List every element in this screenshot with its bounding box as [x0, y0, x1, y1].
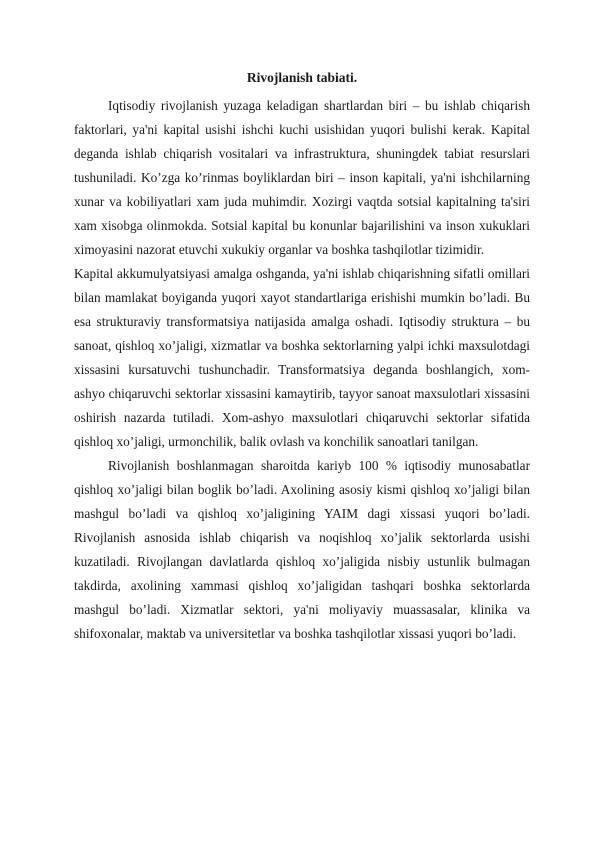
paragraph-capital-accumulation: Kapital akkumulyatsiyasi amalga oshganda, ya'ni ishlab chiqarishning sifatli omillari bilan mamlakat boyiganda yuqori xayot standartlariga erishishi mumkin bo’ladi. Bu esa strukturaviy transformatsiya natijasida amalga oshadi. Iqtisodiy struktura – bu sanoat, qishloq xo’jaligi, xizmatlar va boshka sektorlarning yalpi ichki maxsulotdagi xissasini kursatuvchi tushunchadir. Transformatsiya deganda boshlangich, xom-ashyo chiqaruvchi sektorlar xissasini kamaytirib, tayyor sanoat maxsulotlari xissasini oshirish nazarda tutiladi. Xom-ashyo maxsulotlari chiqaruvchi sektorlar sifatida qishloq xo’jaligi, urmonchilik, balik ovlash va konchilik sanoatlari tanilgan.: [74, 266, 530, 449]
paragraph-agriculture-share: Rivojlanish boshlanmagan sharoitda kariyb 100 % iqtisodiy munosabatlar qishloq xo’jaligi bilan boglik bo’ladi. Axolining asosiy kismi qishloq xo’jaligi bilan mashgul bo’ladi va qishloq xo’jaligining YAIM dagi xissasi yuqori bo’ladi. Rivojlanish asnosida ishlab chiqarish va noqishloq xo’jalik sektorlarda usishi kuzatiladi. Rivojlangan davlatlarda qishloq xo’jaligida nisbiy ustunlik bulmagan takdirda, axolining xammasi qishloq xo’jaligidan tashqari boshka sektorlarda mashgul bo’ladi. Xizmatlar sektori, ya'ni moliyaviy muassasalar, klinika va shifoxonalar, maktab va universitetlar va boshka tashqilotlar xissasi yuqori bo’ladi.: [74, 458, 530, 641]
paragraph-capital-growth: Iqtisodiy rivojlanish yuzaga keladigan shartlardan biri – bu ishlab chiqarish faktorlari, ya'ni kapital usishi ishchi kuchi usishidan yuqori bulishi kerak. Kapital deganda ishlab chiqarish vositalari va infrastruktura, shuningdek tabiat resurslari tushuniladi. Ko’zga ko’rinmas boyliklardan biri – inson kapitali, ya'ni ishchilarning xunar va kobiliyatlari xam juda muhimdir. Xozirgi vaqtda sotsial kapitalning ta'siri xam xisobga olinmokda. Sotsial kapital bu konunlar bajarilishini va inson xukuklari ximoyasini nazorat etuvchi xukukiy organlar va boshka tashqilotlar tizimidir.: [74, 98, 530, 257]
document-title: Rivojlanish tabiati.: [246, 70, 358, 85]
document-page: [74, 66, 530, 646]
